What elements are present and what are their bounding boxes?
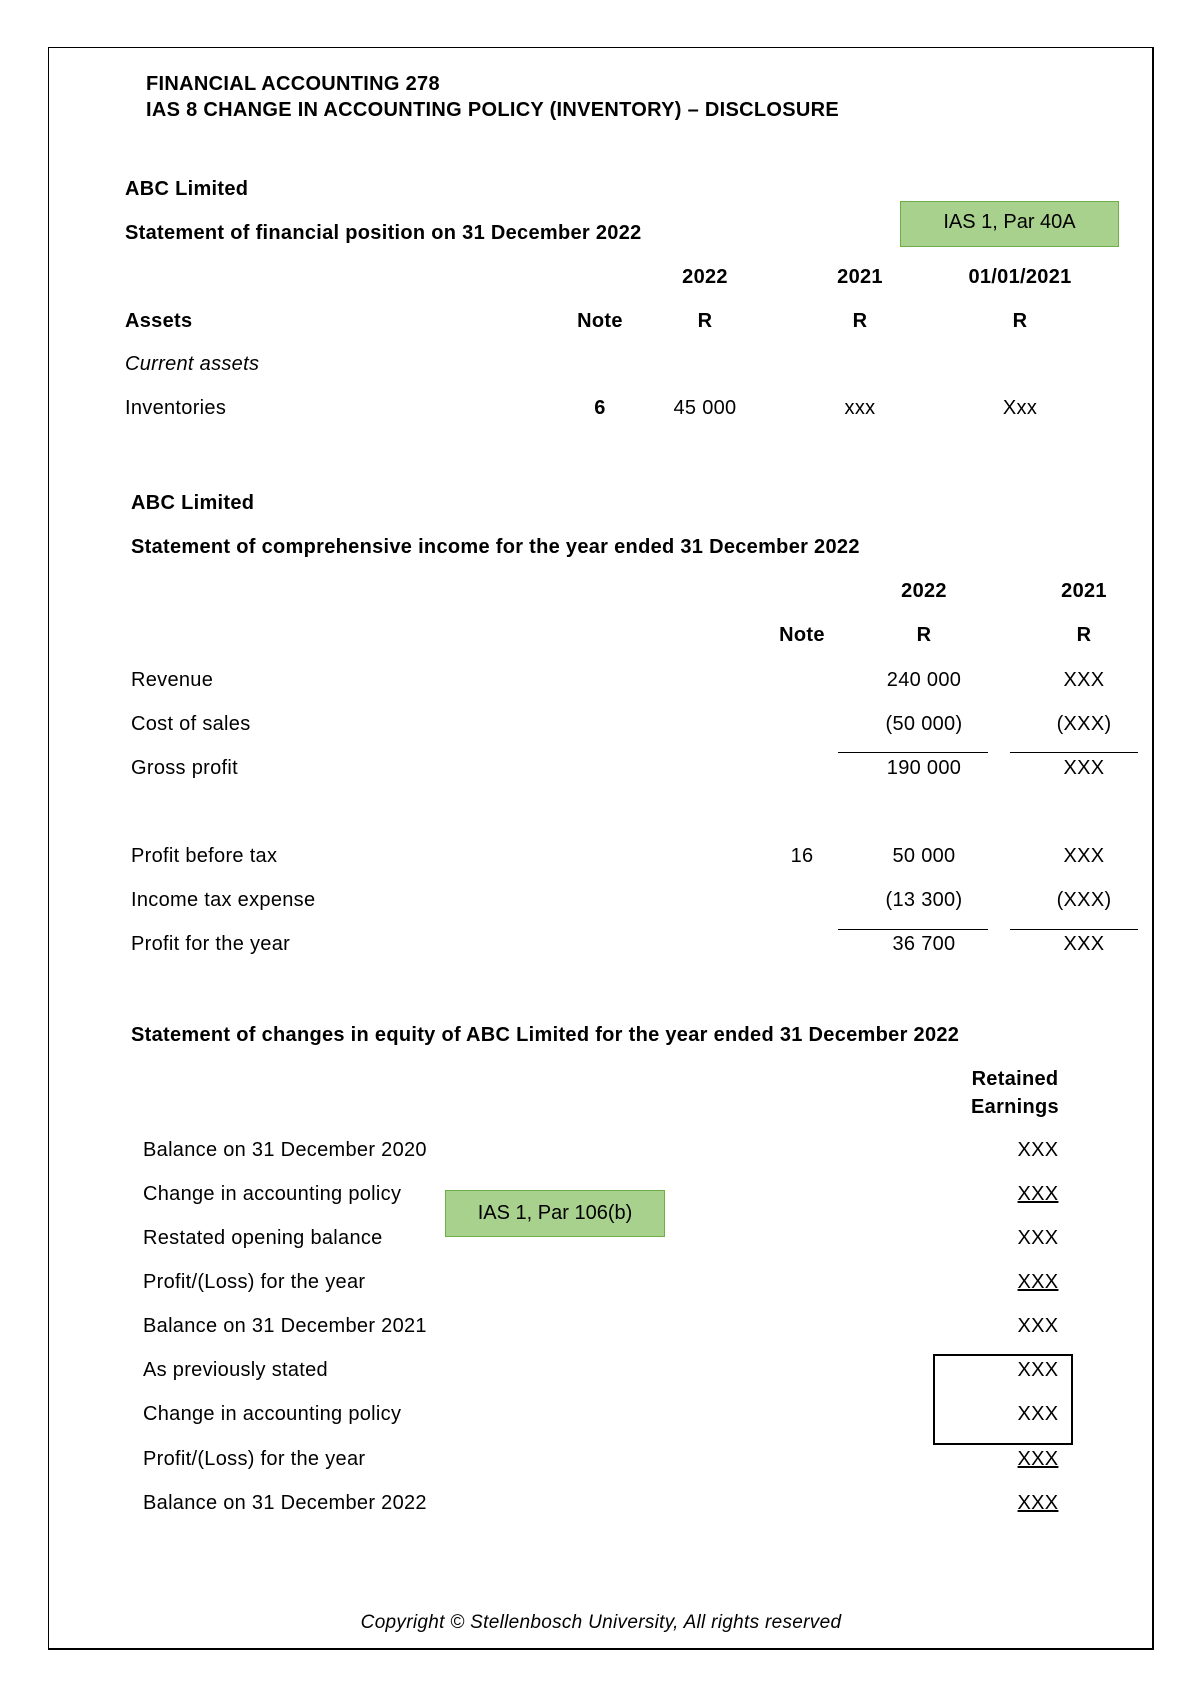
soce-row-value: XXX — [1017, 1403, 1059, 1425]
soci-col-2022: 2022 — [901, 580, 947, 602]
soce-row-value: XXX — [1017, 1492, 1059, 1514]
retained-earnings-header-line2: Earnings — [971, 1096, 1059, 1118]
revenue-2022: 240 000 — [886, 669, 962, 691]
sofp-col-2022: 2022 — [682, 266, 728, 288]
soce-row-value: XXX — [1017, 1183, 1059, 1205]
ias1-par106b-tag: IAS 1, Par 106(b) — [445, 1190, 665, 1237]
gross-profit-rule-2022 — [838, 752, 988, 753]
sofp-company: ABC Limited — [125, 178, 249, 200]
cost-of-sales-2021: (XXX) — [1056, 713, 1112, 735]
sofp-col-0101: 01/01/2021 — [968, 266, 1072, 288]
income-tax-2022: (13 300) — [885, 889, 963, 911]
sofp-currency-2022: R — [697, 310, 713, 332]
soce-row-label: Change in accounting policy — [143, 1403, 402, 1425]
soce-row-label: Restated opening balance — [143, 1227, 383, 1249]
soce-title: Statement of changes in equity of ABC Limited for the year ended 31 December 2022 — [131, 1024, 960, 1046]
profit-for-year-2022: 36 700 — [892, 933, 956, 955]
soce-row-value: XXX — [1017, 1271, 1059, 1293]
cost-of-sales-2022: (50 000) — [885, 713, 963, 735]
soce-row-label: Balance on 31 December 2022 — [143, 1492, 427, 1514]
soce-row-label: Change in accounting policy — [143, 1183, 402, 1205]
inventories-0101: Xxx — [1002, 397, 1038, 419]
profit-before-tax-label: Profit before tax — [131, 845, 278, 867]
soci-currency-2021: R — [1076, 624, 1092, 646]
sofp-title: Statement of financial position on 31 December 2022 — [125, 222, 642, 244]
retained-earnings-header-line1: Retained — [971, 1068, 1059, 1090]
inventories-label: Inventories — [125, 397, 227, 419]
sofp-col-2021: 2021 — [837, 266, 883, 288]
profit-rule-2022 — [838, 929, 988, 930]
sofp-note-header: Note — [577, 310, 623, 332]
revenue-label: Revenue — [131, 669, 214, 691]
income-tax-label: Income tax expense — [131, 889, 316, 911]
document-title: IAS 8 CHANGE IN ACCOUNTING POLICY (INVENTORY) – DISCLOSURE — [146, 99, 840, 121]
gross-profit-2022: 190 000 — [886, 757, 962, 779]
assets-heading: Assets — [125, 310, 193, 332]
gross-profit-2021: XXX — [1063, 757, 1105, 779]
gross-profit-rule-2021 — [1010, 752, 1138, 753]
profit-before-tax-2022: 50 000 — [892, 845, 956, 867]
inventories-note: 6 — [594, 397, 606, 419]
soci-col-2021: 2021 — [1061, 580, 1107, 602]
soce-row-value: XXX — [1017, 1359, 1059, 1381]
cost-of-sales-label: Cost of sales — [131, 713, 251, 735]
soce-row-label: Balance on 31 December 2020 — [143, 1139, 427, 1161]
profit-before-tax-2021: XXX — [1063, 845, 1105, 867]
soce-row-value: XXX — [1017, 1448, 1059, 1470]
soce-row-label: As previously stated — [143, 1359, 328, 1381]
soci-company: ABC Limited — [131, 492, 255, 514]
sofp-currency-2021: R — [852, 310, 868, 332]
soce-row-label: Profit/(Loss) for the year — [143, 1448, 366, 1470]
ias1-par40a-tag: IAS 1, Par 40A — [900, 201, 1119, 247]
current-assets-label: Current assets — [125, 353, 260, 375]
soci-note-header: Note — [779, 624, 825, 646]
profit-for-year-label: Profit for the year — [131, 933, 291, 955]
soce-row-value: XXX — [1017, 1315, 1059, 1337]
copyright-notice: Copyright © Stellenbosch University, All rights reserved — [360, 1612, 842, 1633]
inventories-2022: 45 000 — [673, 397, 737, 419]
gross-profit-label: Gross profit — [131, 757, 238, 779]
soce-row-label: Balance on 31 December 2021 — [143, 1315, 427, 1337]
soce-row-value: XXX — [1017, 1139, 1059, 1161]
soci-title: Statement of comprehensive income for the year ended 31 December 2022 — [131, 536, 860, 558]
soce-row-value: XXX — [1017, 1227, 1059, 1249]
profit-for-year-2021: XXX — [1063, 933, 1105, 955]
revenue-2021: XXX — [1063, 669, 1105, 691]
income-tax-2021: (XXX) — [1056, 889, 1112, 911]
soci-currency-2022: R — [916, 624, 932, 646]
inventories-2021: xxx — [844, 397, 876, 419]
course-title: FINANCIAL ACCOUNTING 278 — [146, 73, 440, 95]
profit-rule-2021 — [1010, 929, 1138, 930]
profit-before-tax-note: 16 — [790, 845, 814, 867]
soce-row-label: Profit/(Loss) for the year — [143, 1271, 366, 1293]
sofp-currency-0101: R — [1012, 310, 1028, 332]
